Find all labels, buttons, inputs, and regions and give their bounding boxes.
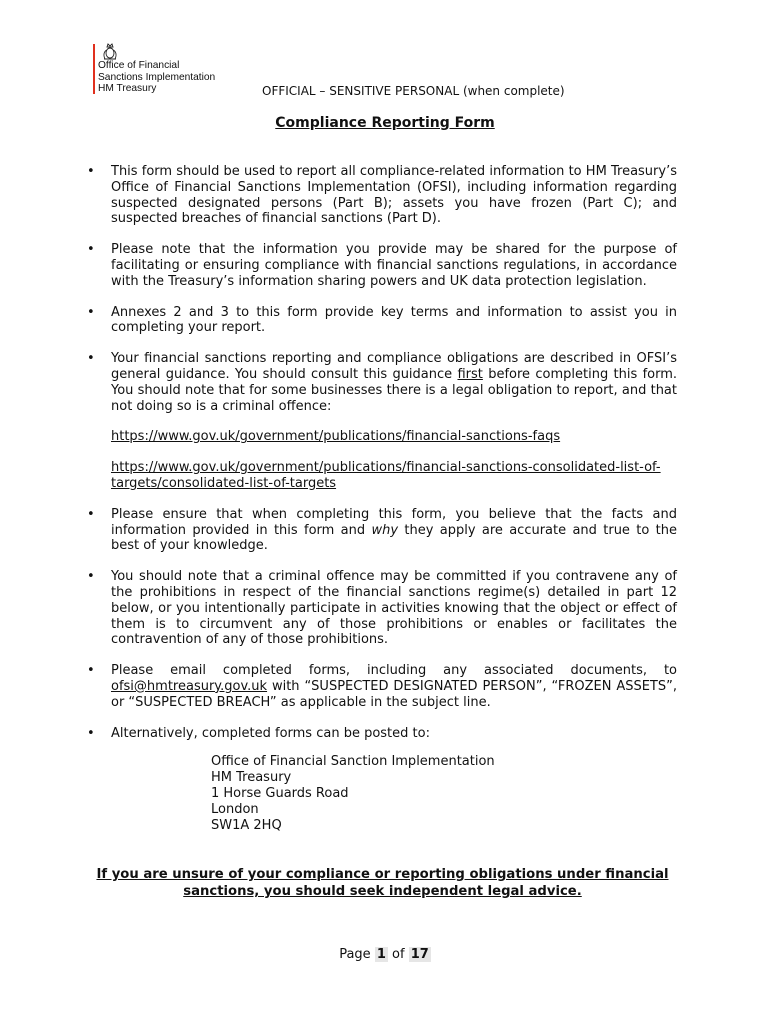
logo-text: [98, 60, 215, 95]
bullet-icon: •: [87, 304, 95, 320]
consolidated-list-link[interactable]: https://www.gov.uk/government/publications/financial-sanctions-consolidated-list-of-targets/consolidated-list-of-targets: [111, 460, 661, 491]
list-item: [87, 351, 677, 492]
bullet-icon: •: [87, 569, 95, 585]
address-line: SW1A 2HQ: [211, 817, 282, 833]
logo-line-1: Office of Financial: [98, 60, 180, 71]
royal-crest-icon: [99, 42, 121, 60]
address-line: 1 Horse Guards Road: [211, 785, 349, 801]
of-label: of: [392, 947, 405, 962]
list-item: [87, 569, 677, 648]
current-page-number: 1: [376, 947, 386, 962]
item-text: You should note that a criminal offence may be committed if you contravene any of the prohibitions in respect of the financial sanctions regime(s) detailed in part 12 below, or you intentionally participate in activities knowing that the object or effect of them is to circumvent any of those prohibitions or enables or facilitates the contravention of any of those prohibitions.: [111, 569, 677, 648]
total-pages-number: 17: [410, 947, 429, 962]
bullet-icon: •: [87, 351, 95, 367]
item-text: [111, 507, 677, 554]
text-segment: before completing this form. You should note that for some businesses there is a legal obligation to report, and that not doing so is a criminal offence:: [111, 366, 678, 414]
list-item: [87, 726, 677, 834]
postal-address: [111, 754, 677, 833]
bullet-icon: •: [87, 506, 95, 522]
address-line: HM Treasury: [211, 770, 292, 786]
bullet-icon: •: [87, 242, 95, 258]
text-segment: Please ensure that when completing this form, you believe that the facts and information provided in this form and: [111, 506, 677, 538]
item-text: [111, 351, 677, 414]
instructions-list: [87, 164, 677, 848]
text-segment: they apply are accurate and true to the best of your knowledge.: [111, 522, 677, 554]
list-item: [87, 164, 677, 227]
item-text: This form should be used to report all compliance-related information to HM Treasury’s Office of Financial Sanctions Implementation (OFSI), including information regarding suspected designated persons (Part B); assets you have frozen (Part C); and suspected breaches of financial sanctions (Part D).: [111, 164, 677, 227]
logo-line-2: Sanctions Implementation: [98, 71, 216, 83]
list-item: [87, 305, 677, 337]
logo-red-bar: [93, 44, 95, 94]
ofsi-logo: [93, 42, 243, 97]
faqs-link[interactable]: https://www.gov.uk/government/publications/financial-sanctions-faqs: [111, 429, 561, 445]
list-item: [87, 663, 677, 710]
logo-line-3: HM Treasury: [98, 83, 157, 94]
address-line: Office of Financial Sanction Implementation: [211, 754, 495, 770]
list-item: [87, 507, 677, 554]
item-text: Alternatively, completed forms can be posted to:: [111, 725, 430, 741]
bullet-icon: •: [87, 663, 95, 679]
emphasis-why: why: [371, 522, 399, 538]
classification-marking: OFFICIAL – SENSITIVE PERSONAL (when complete): [262, 84, 565, 98]
text-segment: Your financial sanctions reporting and compliance obligations are described in OFSI’s general guidance. You should consult this guidance: [111, 351, 677, 382]
address-line: London: [211, 801, 259, 817]
page-title: Compliance Reporting Form: [275, 115, 495, 131]
text-segment: Please email completed forms, including any associated documents, to: [111, 663, 677, 679]
item-text: Please note that the information you provide may be shared for the purpose of facilitating or ensuring compliance with financial sanctions regulations, in accordance with the Treasury’s information sharing powers and UK data protection legislation.: [111, 242, 677, 289]
legal-advice-warning: If you are unsure of your compliance or reporting obligations under financial sanctions, you should seek independent legal advice.: [96, 867, 669, 899]
email-link[interactable]: ofsi@hmtreasury.gov.uk: [111, 678, 268, 694]
list-item: [87, 242, 677, 289]
page-footer: [0, 947, 770, 962]
bullet-icon: •: [87, 725, 95, 741]
emphasis-first: first: [457, 366, 483, 382]
item-text: [111, 663, 677, 710]
bullet-icon: •: [87, 164, 95, 179]
text-segment: with “SUSPECTED DESIGNATED PERSON”, “FROZEN ASSETS”, or “SUSPECTED BREACH” as applicable in the subject line.: [111, 678, 677, 710]
page-label: Page: [339, 947, 371, 962]
item-text: Annexes 2 and 3 to this form provide key terms and information to assist you in completing your report.: [111, 304, 677, 336]
